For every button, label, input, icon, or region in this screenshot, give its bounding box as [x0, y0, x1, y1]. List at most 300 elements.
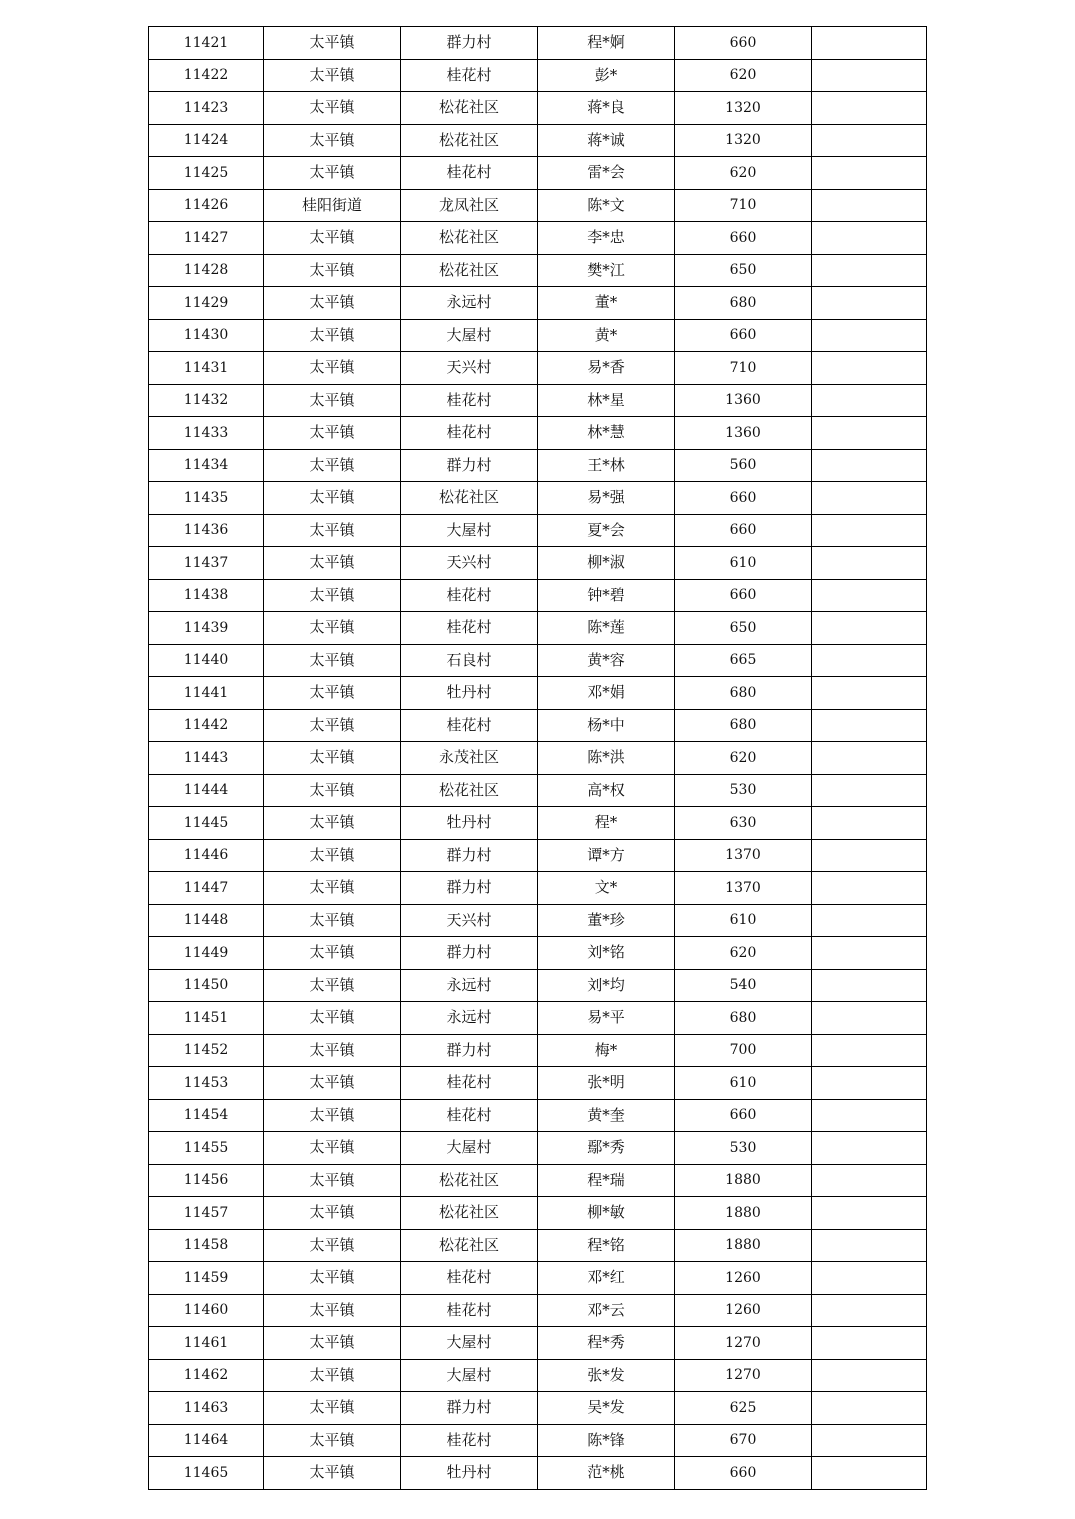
note-cell: [812, 417, 927, 450]
note-cell: [812, 612, 927, 645]
village-cell: 松花社区: [401, 92, 538, 125]
amount-cell: 660: [675, 1457, 812, 1490]
village-cell: 大屋村: [401, 1327, 538, 1360]
amount-cell: 620: [675, 937, 812, 970]
table-row: [149, 482, 927, 515]
town-cell: 太平镇: [264, 1034, 401, 1067]
amount-cell: 710: [675, 352, 812, 385]
note-cell: [812, 1099, 927, 1132]
person-name-cell: 柳*敏: [538, 1197, 675, 1230]
person-name-cell: 陈*锋: [538, 1424, 675, 1457]
note-cell: [812, 709, 927, 742]
village-cell: 桂花村: [401, 157, 538, 190]
town-cell: 太平镇: [264, 27, 401, 60]
table-row: [149, 92, 927, 125]
serial-number-cell: 11421: [149, 27, 264, 60]
serial-number-cell: 11439: [149, 612, 264, 645]
town-cell: 太平镇: [264, 449, 401, 482]
village-cell: 桂花村: [401, 417, 538, 450]
table-row: [149, 319, 927, 352]
village-cell: 天兴村: [401, 352, 538, 385]
serial-number-cell: 11435: [149, 482, 264, 515]
amount-cell: 540: [675, 969, 812, 1002]
table-row: [149, 1099, 927, 1132]
town-cell: 太平镇: [264, 482, 401, 515]
amount-cell: 680: [675, 287, 812, 320]
serial-number-cell: 11450: [149, 969, 264, 1002]
note-cell: [812, 1034, 927, 1067]
serial-number-cell: 11462: [149, 1359, 264, 1392]
village-cell: 永茂社区: [401, 742, 538, 775]
serial-number-cell: 11425: [149, 157, 264, 190]
table-row: [149, 872, 927, 905]
town-cell: 太平镇: [264, 807, 401, 840]
village-cell: 桂花村: [401, 1294, 538, 1327]
person-name-cell: 程*婀: [538, 27, 675, 60]
table-row: [149, 352, 927, 385]
note-cell: [812, 1457, 927, 1490]
town-cell: 太平镇: [264, 514, 401, 547]
table-row: [149, 222, 927, 255]
serial-number-cell: 11428: [149, 254, 264, 287]
person-name-cell: 董*珍: [538, 904, 675, 937]
village-cell: 桂花村: [401, 59, 538, 92]
note-cell: [812, 937, 927, 970]
person-name-cell: 邓*红: [538, 1262, 675, 1295]
note-cell: [812, 547, 927, 580]
town-cell: 太平镇: [264, 612, 401, 645]
village-cell: 桂花村: [401, 709, 538, 742]
note-cell: [812, 514, 927, 547]
note-cell: [812, 287, 927, 320]
person-name-cell: 雷*会: [538, 157, 675, 190]
table-row: [149, 937, 927, 970]
amount-cell: 630: [675, 807, 812, 840]
note-cell: [812, 872, 927, 905]
note-cell: [812, 482, 927, 515]
table-row: [149, 839, 927, 872]
table-row: [149, 547, 927, 580]
serial-number-cell: 11433: [149, 417, 264, 450]
serial-number-cell: 11442: [149, 709, 264, 742]
note-cell: [812, 352, 927, 385]
note-cell: [812, 969, 927, 1002]
note-cell: [812, 774, 927, 807]
table-row: [149, 157, 927, 190]
serial-number-cell: 11430: [149, 319, 264, 352]
town-cell: 太平镇: [264, 872, 401, 905]
town-cell: 太平镇: [264, 1067, 401, 1100]
table-row: [149, 807, 927, 840]
note-cell: [812, 449, 927, 482]
person-name-cell: 邓*云: [538, 1294, 675, 1327]
person-name-cell: 黄*容: [538, 644, 675, 677]
village-cell: 桂花村: [401, 612, 538, 645]
village-cell: 大屋村: [401, 1132, 538, 1165]
serial-number-cell: 11432: [149, 384, 264, 417]
amount-cell: 680: [675, 1002, 812, 1035]
person-name-cell: 董*: [538, 287, 675, 320]
amount-cell: 700: [675, 1034, 812, 1067]
serial-number-cell: 11453: [149, 1067, 264, 1100]
note-cell: [812, 319, 927, 352]
amount-cell: 1320: [675, 92, 812, 125]
person-name-cell: 黄*: [538, 319, 675, 352]
table-row: [149, 27, 927, 60]
town-cell: 太平镇: [264, 124, 401, 157]
town-cell: 太平镇: [264, 319, 401, 352]
person-name-cell: 王*林: [538, 449, 675, 482]
table-row: [149, 1164, 927, 1197]
serial-number-cell: 11444: [149, 774, 264, 807]
amount-cell: 660: [675, 1099, 812, 1132]
amount-cell: 1270: [675, 1327, 812, 1360]
person-name-cell: 李*忠: [538, 222, 675, 255]
village-cell: 大屋村: [401, 1359, 538, 1392]
person-name-cell: 林*慧: [538, 417, 675, 450]
amount-cell: 620: [675, 742, 812, 775]
person-name-cell: 易*强: [538, 482, 675, 515]
note-cell: [812, 1229, 927, 1262]
serial-number-cell: 11459: [149, 1262, 264, 1295]
town-cell: 太平镇: [264, 1197, 401, 1230]
village-cell: 群力村: [401, 27, 538, 60]
village-cell: 桂花村: [401, 579, 538, 612]
amount-cell: 625: [675, 1392, 812, 1425]
note-cell: [812, 677, 927, 710]
amount-cell: 650: [675, 254, 812, 287]
person-name-cell: 文*: [538, 872, 675, 905]
town-cell: 太平镇: [264, 92, 401, 125]
amount-cell: 660: [675, 319, 812, 352]
amount-cell: 680: [675, 677, 812, 710]
note-cell: [812, 222, 927, 255]
serial-number-cell: 11455: [149, 1132, 264, 1165]
village-cell: 松花社区: [401, 254, 538, 287]
amount-cell: 660: [675, 27, 812, 60]
serial-number-cell: 11464: [149, 1424, 264, 1457]
town-cell: 太平镇: [264, 709, 401, 742]
table-row: [149, 59, 927, 92]
town-cell: 太平镇: [264, 1457, 401, 1490]
village-cell: 松花社区: [401, 1164, 538, 1197]
note-cell: [812, 157, 927, 190]
table-row: [149, 514, 927, 547]
table-row: [149, 287, 927, 320]
town-cell: 太平镇: [264, 677, 401, 710]
village-cell: 桂花村: [401, 384, 538, 417]
table-row: [149, 1002, 927, 1035]
amount-cell: 1880: [675, 1197, 812, 1230]
serial-number-cell: 11424: [149, 124, 264, 157]
table-row: [149, 1424, 927, 1457]
serial-number-cell: 11449: [149, 937, 264, 970]
town-cell: 太平镇: [264, 287, 401, 320]
serial-number-cell: 11426: [149, 189, 264, 222]
person-name-cell: 杨*中: [538, 709, 675, 742]
person-name-cell: 柳*淑: [538, 547, 675, 580]
person-name-cell: 程*瑞: [538, 1164, 675, 1197]
table-row: [149, 449, 927, 482]
amount-cell: 620: [675, 157, 812, 190]
note-cell: [812, 254, 927, 287]
village-cell: 永远村: [401, 969, 538, 1002]
person-name-cell: 程*铭: [538, 1229, 675, 1262]
amount-cell: 610: [675, 547, 812, 580]
amount-cell: 560: [675, 449, 812, 482]
person-name-cell: 易*平: [538, 1002, 675, 1035]
serial-number-cell: 11437: [149, 547, 264, 580]
village-cell: 群力村: [401, 839, 538, 872]
serial-number-cell: 11460: [149, 1294, 264, 1327]
note-cell: [812, 1359, 927, 1392]
town-cell: 太平镇: [264, 254, 401, 287]
serial-number-cell: 11434: [149, 449, 264, 482]
note-cell: [812, 1164, 927, 1197]
table-row: [149, 1359, 927, 1392]
village-cell: 永远村: [401, 1002, 538, 1035]
serial-number-cell: 11436: [149, 514, 264, 547]
person-name-cell: 陈*洪: [538, 742, 675, 775]
serial-number-cell: 11457: [149, 1197, 264, 1230]
person-name-cell: 林*星: [538, 384, 675, 417]
note-cell: [812, 839, 927, 872]
town-cell: 太平镇: [264, 1359, 401, 1392]
village-cell: 桂花村: [401, 1424, 538, 1457]
village-cell: 牡丹村: [401, 677, 538, 710]
amount-cell: 665: [675, 644, 812, 677]
amount-cell: 1260: [675, 1294, 812, 1327]
table-row: [149, 1067, 927, 1100]
village-cell: 永远村: [401, 287, 538, 320]
table-row: [149, 774, 927, 807]
amount-cell: 1270: [675, 1359, 812, 1392]
serial-number-cell: 11448: [149, 904, 264, 937]
person-name-cell: 高*权: [538, 774, 675, 807]
town-cell: 太平镇: [264, 904, 401, 937]
town-cell: 太平镇: [264, 1327, 401, 1360]
person-name-cell: 蒋*良: [538, 92, 675, 125]
town-cell: 太平镇: [264, 1392, 401, 1425]
village-cell: 桂花村: [401, 1262, 538, 1295]
note-cell: [812, 742, 927, 775]
amount-cell: 660: [675, 222, 812, 255]
note-cell: [812, 1002, 927, 1035]
note-cell: [812, 27, 927, 60]
table-row: [149, 254, 927, 287]
village-cell: 桂花村: [401, 1099, 538, 1132]
amount-cell: 710: [675, 189, 812, 222]
amount-cell: 610: [675, 1067, 812, 1100]
note-cell: [812, 1197, 927, 1230]
village-cell: 大屋村: [401, 514, 538, 547]
amount-cell: 660: [675, 514, 812, 547]
serial-number-cell: 11447: [149, 872, 264, 905]
town-cell: 太平镇: [264, 222, 401, 255]
serial-number-cell: 11423: [149, 92, 264, 125]
table-row: [149, 1262, 927, 1295]
serial-number-cell: 11463: [149, 1392, 264, 1425]
town-cell: 太平镇: [264, 579, 401, 612]
note-cell: [812, 1327, 927, 1360]
person-name-cell: 刘*铭: [538, 937, 675, 970]
note-cell: [812, 1132, 927, 1165]
amount-cell: 670: [675, 1424, 812, 1457]
town-cell: 太平镇: [264, 1294, 401, 1327]
serial-number-cell: 11451: [149, 1002, 264, 1035]
note-cell: [812, 1067, 927, 1100]
village-cell: 松花社区: [401, 1197, 538, 1230]
serial-number-cell: 11465: [149, 1457, 264, 1490]
table-row: [149, 124, 927, 157]
serial-number-cell: 11454: [149, 1099, 264, 1132]
village-cell: 松花社区: [401, 124, 538, 157]
table-row: [149, 1392, 927, 1425]
serial-number-cell: 11431: [149, 352, 264, 385]
village-cell: 天兴村: [401, 547, 538, 580]
person-name-cell: 陈*文: [538, 189, 675, 222]
table-row: [149, 1457, 927, 1490]
town-cell: 太平镇: [264, 547, 401, 580]
person-name-cell: 蒋*诚: [538, 124, 675, 157]
village-cell: 天兴村: [401, 904, 538, 937]
table-row: [149, 1327, 927, 1360]
amount-cell: 660: [675, 482, 812, 515]
town-cell: 太平镇: [264, 1262, 401, 1295]
town-cell: 太平镇: [264, 417, 401, 450]
note-cell: [812, 807, 927, 840]
person-name-cell: 刘*均: [538, 969, 675, 1002]
amount-cell: 530: [675, 1132, 812, 1165]
town-cell: 太平镇: [264, 59, 401, 92]
amount-cell: 620: [675, 59, 812, 92]
amount-cell: 1360: [675, 384, 812, 417]
note-cell: [812, 384, 927, 417]
amount-cell: 660: [675, 579, 812, 612]
village-cell: 群力村: [401, 872, 538, 905]
village-cell: 牡丹村: [401, 807, 538, 840]
serial-number-cell: 11458: [149, 1229, 264, 1262]
village-cell: 桂花村: [401, 1067, 538, 1100]
amount-cell: 1260: [675, 1262, 812, 1295]
table-row: [149, 1229, 927, 1262]
person-name-cell: 吴*发: [538, 1392, 675, 1425]
table-row: [149, 579, 927, 612]
amount-cell: 1880: [675, 1229, 812, 1262]
table-row: [149, 644, 927, 677]
note-cell: [812, 1392, 927, 1425]
table-row: [149, 189, 927, 222]
note-cell: [812, 1262, 927, 1295]
table-row: [149, 969, 927, 1002]
town-cell: 太平镇: [264, 157, 401, 190]
table-row: [149, 1197, 927, 1230]
town-cell: 太平镇: [264, 774, 401, 807]
serial-number-cell: 11441: [149, 677, 264, 710]
person-name-cell: 彭*: [538, 59, 675, 92]
town-cell: 太平镇: [264, 1002, 401, 1035]
person-name-cell: 梅*: [538, 1034, 675, 1067]
person-name-cell: 陈*莲: [538, 612, 675, 645]
note-cell: [812, 59, 927, 92]
table-row: [149, 709, 927, 742]
serial-number-cell: 11438: [149, 579, 264, 612]
person-name-cell: 黄*奎: [538, 1099, 675, 1132]
amount-cell: 650: [675, 612, 812, 645]
serial-number-cell: 11461: [149, 1327, 264, 1360]
serial-number-cell: 11427: [149, 222, 264, 255]
serial-number-cell: 11443: [149, 742, 264, 775]
town-cell: 太平镇: [264, 352, 401, 385]
town-cell: 太平镇: [264, 384, 401, 417]
amount-cell: 1360: [675, 417, 812, 450]
person-name-cell: 程*: [538, 807, 675, 840]
town-cell: 太平镇: [264, 1229, 401, 1262]
village-cell: 松花社区: [401, 482, 538, 515]
note-cell: [812, 1424, 927, 1457]
table-row: [149, 417, 927, 450]
amount-cell: 530: [675, 774, 812, 807]
note-cell: [812, 1294, 927, 1327]
person-name-cell: 樊*江: [538, 254, 675, 287]
town-cell: 太平镇: [264, 969, 401, 1002]
town-cell: 太平镇: [264, 839, 401, 872]
village-cell: 大屋村: [401, 319, 538, 352]
table-row: [149, 1294, 927, 1327]
table-row: [149, 1132, 927, 1165]
town-cell: 桂阳街道: [264, 189, 401, 222]
table-row: [149, 904, 927, 937]
note-cell: [812, 644, 927, 677]
note-cell: [812, 904, 927, 937]
table-row: [149, 1034, 927, 1067]
note-cell: [812, 92, 927, 125]
town-cell: 太平镇: [264, 644, 401, 677]
table-body: [149, 27, 927, 1490]
village-cell: 松花社区: [401, 1229, 538, 1262]
serial-number-cell: 11422: [149, 59, 264, 92]
village-cell: 龙凤社区: [401, 189, 538, 222]
person-name-cell: 鄢*秀: [538, 1132, 675, 1165]
town-cell: 太平镇: [264, 1424, 401, 1457]
table-row: [149, 384, 927, 417]
person-name-cell: 谭*方: [538, 839, 675, 872]
serial-number-cell: 11456: [149, 1164, 264, 1197]
town-cell: 太平镇: [264, 742, 401, 775]
table-row: [149, 742, 927, 775]
village-cell: 群力村: [401, 937, 538, 970]
village-cell: 牡丹村: [401, 1457, 538, 1490]
note-cell: [812, 579, 927, 612]
note-cell: [812, 189, 927, 222]
town-cell: 太平镇: [264, 1099, 401, 1132]
town-cell: 太平镇: [264, 1164, 401, 1197]
village-cell: 松花社区: [401, 774, 538, 807]
serial-number-cell: 11452: [149, 1034, 264, 1067]
village-cell: 石良村: [401, 644, 538, 677]
person-name-cell: 范*桃: [538, 1457, 675, 1490]
amount-cell: 1880: [675, 1164, 812, 1197]
amount-cell: 1370: [675, 872, 812, 905]
person-name-cell: 程*秀: [538, 1327, 675, 1360]
amount-cell: 680: [675, 709, 812, 742]
village-cell: 群力村: [401, 449, 538, 482]
village-cell: 松花社区: [401, 222, 538, 255]
table-row: [149, 677, 927, 710]
amount-cell: 1370: [675, 839, 812, 872]
table-row: [149, 612, 927, 645]
person-name-cell: 邓*娟: [538, 677, 675, 710]
